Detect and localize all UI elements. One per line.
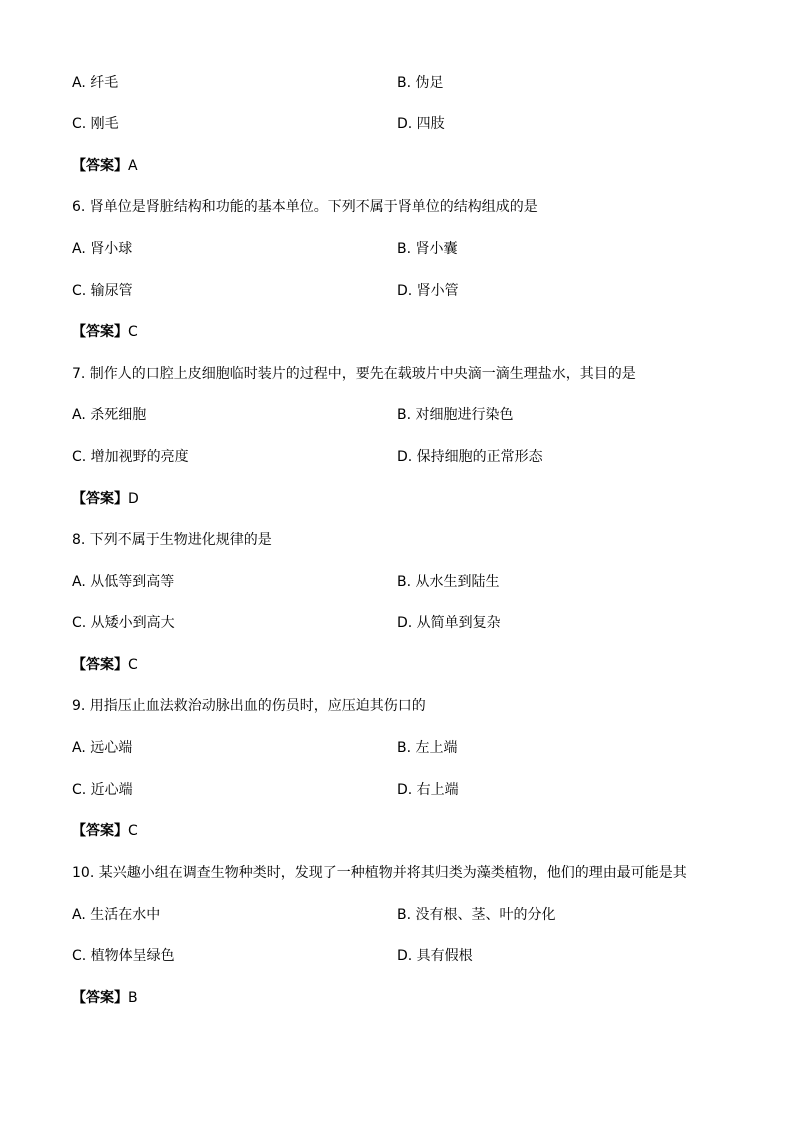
q8-option-d: D. 从简单到复杂: [397, 615, 501, 631]
q8-option-b: B. 从水生到陆生: [397, 574, 500, 590]
q6-option-a: A. 肾小球: [72, 241, 133, 257]
q6-option-b: B. 肾小囊: [397, 241, 458, 257]
q7-option-a: A. 杀死细胞: [72, 407, 147, 423]
answer-label: 【答案】: [72, 158, 128, 174]
q10-option-a: A. 生活在水中: [72, 907, 161, 923]
q7-option-d: D. 保持细胞的正常形态: [397, 449, 543, 465]
q10-stem: 10. 某兴趣小组在调查生物种类时，发现了一种植物并将其归类为藻类植物，他们的理由最可能是其: [72, 865, 687, 881]
q9-answer: [72, 822, 138, 840]
q5-option-b: B. 伪足: [397, 75, 444, 91]
answer-label: 【答案】: [72, 324, 128, 340]
q8-option-c: C. 从矮小到高大: [72, 615, 175, 631]
q5-option-a: A. 纤毛: [72, 75, 119, 91]
q5-answer: [72, 157, 138, 175]
answer-value: C: [128, 657, 138, 673]
q8-answer: [72, 656, 138, 674]
q7-stem: 7. 制作人的口腔上皮细胞临时装片的过程中，要先在载玻片中央滴一滴生理盐水，其目的是: [72, 366, 636, 382]
q7-option-c: C. 增加视野的亮度: [72, 449, 189, 465]
q7-option-b: B. 对细胞进行染色: [397, 407, 514, 423]
q8-stem: 8. 下列不属于生物进化规律的是: [72, 532, 272, 548]
q10-option-b: B. 没有根、茎、叶的分化: [397, 907, 556, 923]
q9-option-c: C. 近心端: [72, 782, 133, 798]
q7-answer: [72, 490, 139, 508]
q9-stem: 9. 用指压止血法救治动脉出血的伤员时，应压迫其伤口的: [72, 698, 426, 714]
answer-label: 【答案】: [72, 491, 128, 507]
answer-value: A: [128, 158, 138, 174]
q10-answer: [72, 989, 138, 1007]
q6-stem: 6. 肾单位是肾脏结构和功能的基本单位。下列不属于肾单位的结构组成的是: [72, 199, 538, 215]
answer-value: D: [128, 491, 139, 507]
q6-option-d: D. 肾小管: [397, 283, 459, 299]
q9-option-d: D. 右上端: [397, 782, 459, 798]
answer-label: 【答案】: [72, 990, 128, 1006]
q10-option-c: C. 植物体呈绿色: [72, 948, 175, 964]
q9-option-a: A. 远心端: [72, 740, 133, 756]
q9-option-b: B. 左上端: [397, 740, 458, 756]
q10-option-d: D. 具有假根: [397, 948, 473, 964]
q5-option-c: C. 刚毛: [72, 116, 119, 132]
q8-option-a: A. 从低等到高等: [72, 574, 175, 590]
q6-answer: [72, 323, 138, 341]
answer-label: 【答案】: [72, 823, 128, 839]
answer-value: C: [128, 823, 138, 839]
answer-value: C: [128, 324, 138, 340]
q6-option-c: C. 输尿管: [72, 283, 133, 299]
q5-option-d: D. 四肢: [397, 116, 445, 132]
answer-label: 【答案】: [72, 657, 128, 673]
answer-value: B: [128, 990, 138, 1006]
